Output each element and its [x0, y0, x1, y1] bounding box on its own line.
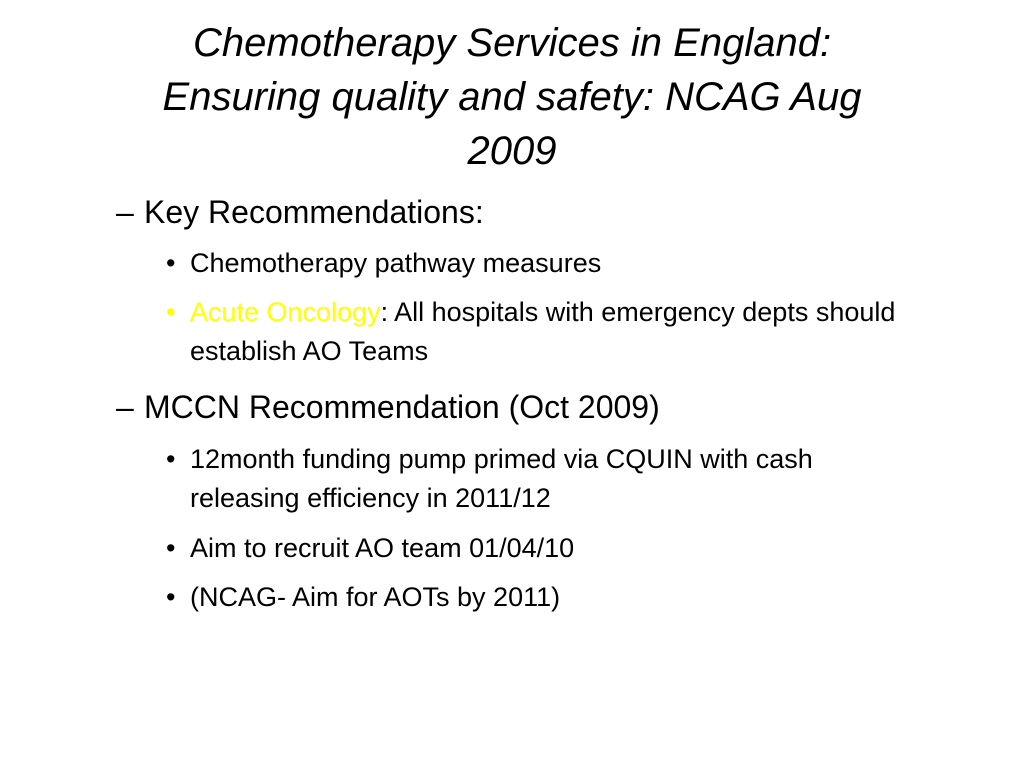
section-heading-text: Key Recommendations: [144, 194, 484, 230]
bullet-marker: • [166, 533, 176, 563]
section-heading [116, 192, 484, 232]
bullet-text: Aim to recruit AO team 01/04/10 [190, 533, 575, 563]
bullet-marker: • [166, 297, 176, 327]
title-line: Ensuring quality and safety: NCAG Aug [162, 75, 862, 119]
dash-marker: – [116, 194, 134, 230]
bullet-item [166, 440, 926, 518]
bullet-marker: • [166, 444, 176, 474]
bullet-text: Chemotherapy pathway measures [190, 248, 602, 278]
bullet-text: (NCAG- Aim for AOTs by 2011) [190, 582, 561, 612]
bullet-item [166, 578, 926, 617]
title-line: Chemotherapy Services in England: [192, 21, 832, 65]
section-heading-text: MCCN Recommendation (Oct 2009) [144, 389, 660, 425]
dash-marker: – [116, 389, 134, 425]
bullet-text [166, 293, 926, 371]
bullet-marker: • [166, 582, 176, 612]
highlight-term: Acute Oncology [190, 297, 381, 327]
bullet-item [166, 244, 926, 283]
bullet-item [166, 293, 926, 371]
bullet-marker: • [166, 248, 176, 278]
bullet-text-rest: : All hospitals with emergency depts should establish AO Teams [190, 297, 896, 366]
section-heading [116, 387, 660, 427]
bullet-text: 12month funding pump primed via CQUIN with cash releasing efficiency in 2011/12 [190, 444, 813, 513]
bullet-item [166, 529, 926, 568]
title-line: 2009 [467, 129, 557, 173]
